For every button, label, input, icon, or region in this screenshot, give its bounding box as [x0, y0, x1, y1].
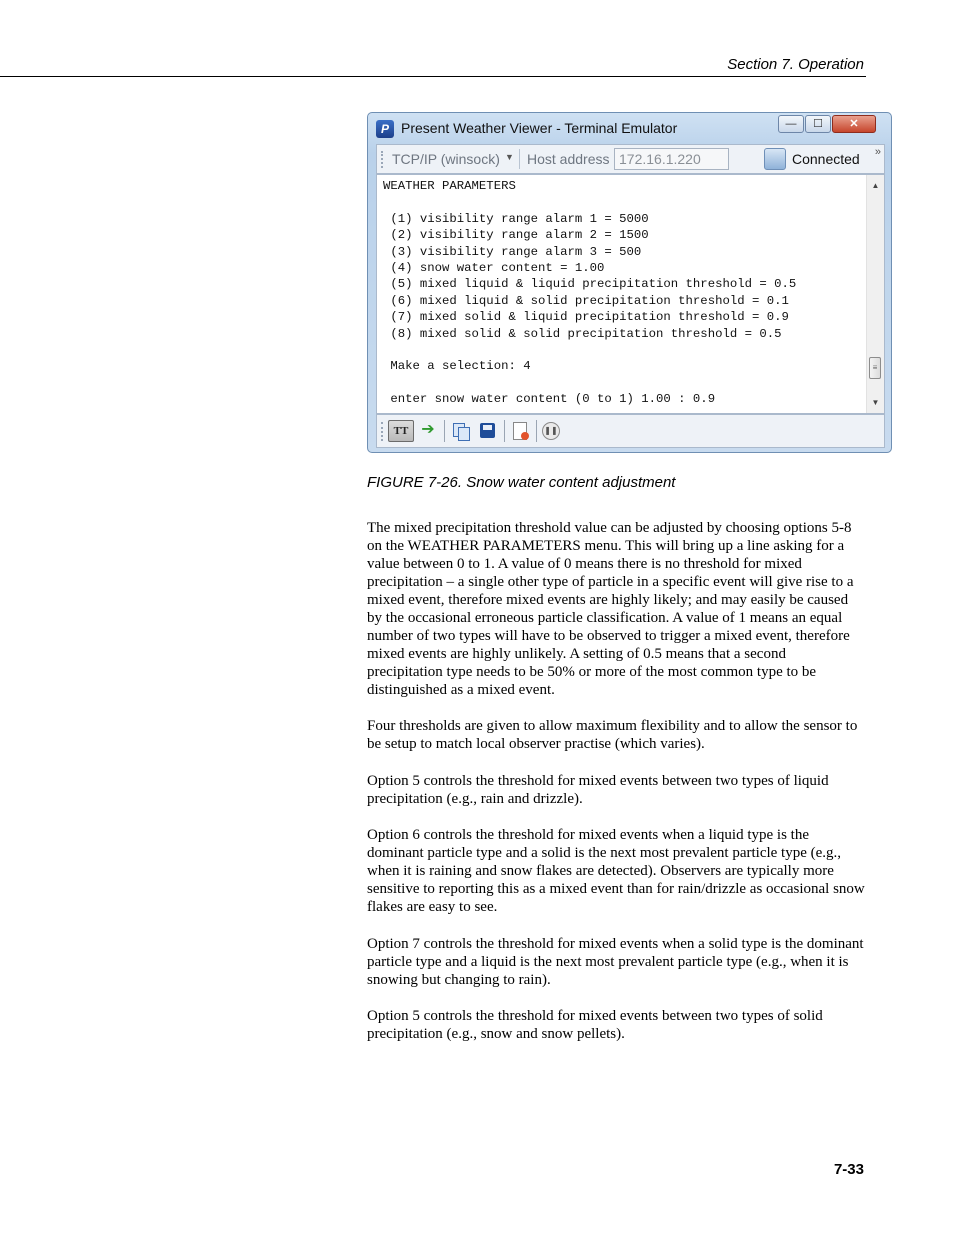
window-title: Present Weather Viewer - Terminal Emulator: [401, 120, 678, 136]
connect-button[interactable]: [762, 148, 870, 170]
toolbar-grip[interactable]: [381, 422, 385, 441]
title-bar[interactable]: [368, 113, 891, 143]
paragraph: The mixed precipitation threshold value can be adjusted by choosing options 5-8 on the WEATHER PARAMETERS menu. This will bring up a line asking for a value between 0 to 1. A value of 0 means there is no threshold for mixed precipitation – a single other type of particle in a specific event will give rise to a mixed event, therefore mixed events are highly likely; and may easily be caused by the occasional erroneous particle classification. A value of 1 means an equal number of two types will have to be observed to trigger a mixed event, therefore mixed events are highly unlikely. A setting of 0.5 means that a second precipitation type needs to be 50% or more of the most common type to be distinguished as a mixed event.: [367, 520, 854, 698]
terminal-emulator-window: [367, 112, 892, 453]
save-icon[interactable]: [477, 420, 499, 442]
host-address-input[interactable]: [614, 148, 729, 170]
toolbar-overflow-icon[interactable]: »: [874, 146, 881, 158]
paragraph: Option 7 controls the threshold for mixed events when a solid type is the dominant particle type and a liquid is the next most prevalent particle type (e.g., when it is snowing but changing to rain).: [367, 936, 864, 988]
page-number: 7-33: [833, 1161, 864, 1178]
paragraph: Four thresholds are given to allow maximum flexibility and to allow the sensor to be setup to match local observer practise (which varies).: [367, 718, 858, 752]
send-arrow-icon[interactable]: ➔: [421, 421, 435, 438]
connection-type-select[interactable]: TCP/IP (winsock): [392, 151, 500, 167]
plug-icon: [764, 148, 786, 170]
close-button[interactable]: ✕: [832, 115, 876, 133]
toolbar-separator: [444, 420, 445, 442]
terminal-output[interactable]: [376, 174, 885, 414]
app-icon: P: [376, 120, 394, 138]
scroll-up-icon[interactable]: ▲: [871, 181, 880, 190]
toolbar-separator: [504, 420, 505, 442]
paragraph: Option 5 controls the threshold for mixed events between two types of liquid precipitation (e.g., rain and drizzle).: [367, 773, 829, 807]
host-address-label: Host address: [527, 151, 610, 167]
scroll-down-icon[interactable]: ▼: [871, 398, 880, 407]
scroll-thumb[interactable]: ≡: [869, 357, 881, 379]
vertical-scrollbar[interactable]: [866, 175, 884, 413]
pause-icon[interactable]: ❚❚: [542, 422, 560, 440]
copy-icon[interactable]: [450, 420, 472, 442]
toolbar-separator: [536, 420, 537, 442]
paragraph: Option 6 controls the threshold for mixed events when a liquid type is the dominant particle type and a solid is the next most prevalent particle type (e.g., when it is raining and snow flakes are detected). Observers are typically more sensitive to reporting this as a mixed event than for rain/drizzle as occasional snow flakes are easy to see.: [367, 827, 865, 915]
terminal-text: WEATHER PARAMETERS (1) visibility range alarm 1 = 5000 (2) visibility range alarm 2 = 1500 (3) visibility range alarm 3 = 500 (4) snow water content = 1.00 (5) mixed liquid & liquid precipitation threshold = 0.5 (6) mixed liquid & solid precipitation threshold = 0.1 (7) mixed solid & liquid precipitation threshold = 0.9 (8) mixed solid & solid precipitation threshold = 0.5 Make a selection: 4 enter snow water content (0 to 1) 1.00 : 0.9: [383, 179, 797, 407]
paragraph: Option 5 controls the threshold for mixed events between two types of solid precipitation (e.g., snow and snow pellets).: [367, 1008, 823, 1042]
minimize-button[interactable]: —: [778, 115, 804, 133]
maximize-button[interactable]: ☐: [805, 115, 831, 133]
figure-caption: FIGURE 7-26. Snow water content adjustment: [367, 474, 676, 491]
log-file-icon[interactable]: [509, 420, 531, 442]
terminal-toolbar: [376, 414, 885, 448]
connection-toolbar: [376, 144, 885, 174]
toolbar-grip[interactable]: [381, 151, 385, 168]
text-mode-button[interactable]: TT: [388, 420, 414, 442]
toolbar-separator: [519, 149, 520, 169]
chevron-down-icon[interactable]: ▼: [505, 152, 514, 162]
connect-label: Connected: [792, 151, 860, 167]
section-header: Section 7. Operation: [727, 56, 864, 73]
header-rule: [0, 76, 866, 77]
